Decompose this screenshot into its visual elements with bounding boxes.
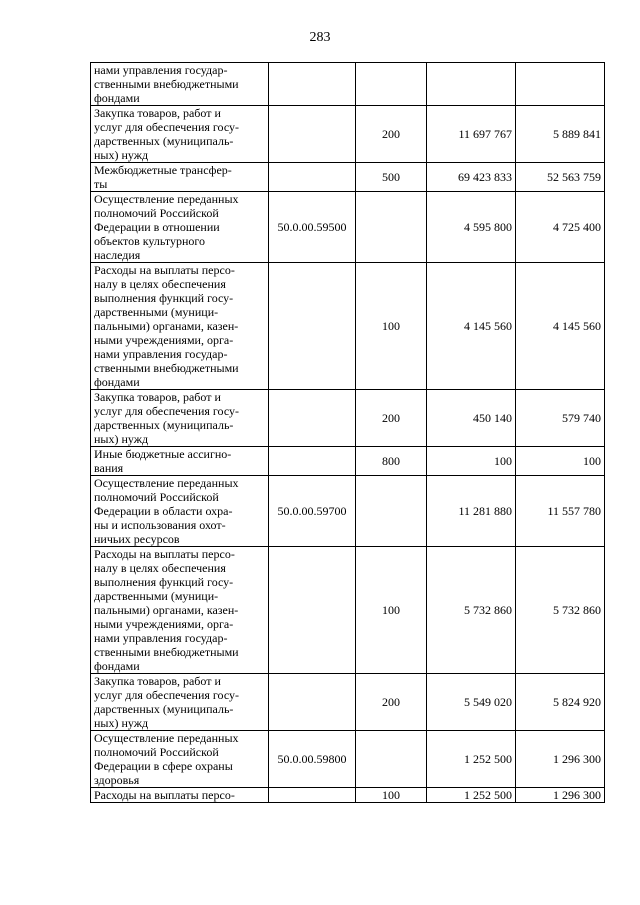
row-code bbox=[269, 674, 356, 731]
row-value-2: 4 145 560 bbox=[516, 263, 605, 390]
row-expense-type: 100 bbox=[356, 788, 427, 803]
row-name: Закупка товаров, работ и услуг для обеспечения госу- дарственных (муниципаль- ных) нужд bbox=[91, 674, 269, 731]
row-code bbox=[269, 263, 356, 390]
row-value-1: 4 145 560 bbox=[427, 263, 516, 390]
table-row bbox=[91, 731, 605, 788]
table-row bbox=[91, 674, 605, 731]
row-value-2: 579 740 bbox=[516, 390, 605, 447]
table-row bbox=[91, 192, 605, 263]
row-value-2: 5 824 920 bbox=[516, 674, 605, 731]
table-row bbox=[91, 106, 605, 163]
row-name: Закупка товаров, работ и услуг для обеспечения госу- дарственных (муниципаль- ных) нужд bbox=[91, 390, 269, 447]
row-value-1: 5 732 860 bbox=[427, 547, 516, 674]
row-value-2: 11 557 780 bbox=[516, 476, 605, 547]
row-value-2: 1 296 300 bbox=[516, 788, 605, 803]
table-row bbox=[91, 390, 605, 447]
row-value-1: 100 bbox=[427, 447, 516, 476]
row-expense-type: 800 bbox=[356, 447, 427, 476]
table-row bbox=[91, 63, 605, 106]
row-value-1: 1 252 500 bbox=[427, 731, 516, 788]
row-value-1: 450 140 bbox=[427, 390, 516, 447]
row-name: Расходы на выплаты персо- bbox=[91, 788, 269, 803]
row-code bbox=[269, 106, 356, 163]
row-expense-type: 100 bbox=[356, 547, 427, 674]
row-value-2 bbox=[516, 63, 605, 106]
page-number: 283 bbox=[309, 30, 331, 45]
row-expense-type bbox=[356, 192, 427, 263]
row-expense-type bbox=[356, 63, 427, 106]
row-name: Осуществление переданных полномочий Российской Федерации в отношении объектов культурного наследия bbox=[91, 192, 269, 263]
budget-table bbox=[90, 62, 605, 803]
row-code bbox=[269, 447, 356, 476]
table-row bbox=[91, 547, 605, 674]
row-value-1: 69 423 833 bbox=[427, 163, 516, 192]
row-name: Межбюджетные трансфер- ты bbox=[91, 163, 269, 192]
row-name: Расходы на выплаты персо- налу в целях обеспечения выполнения функций госу- дарственными (муници- пальными) органами, казен- ными учреждениями, орга- нами управления государ- ственными внебюджетными фондами bbox=[91, 547, 269, 674]
row-code: 50.0.00.59800 bbox=[269, 731, 356, 788]
row-value-1: 4 595 800 bbox=[427, 192, 516, 263]
row-name: Расходы на выплаты персо- налу в целях обеспечения выполнения функций госу- дарственными (муници- пальными) органами, казен- ными учреждениями, орга- нами управления государ- ственными внебюджетными фондами bbox=[91, 263, 269, 390]
row-code bbox=[269, 788, 356, 803]
row-name: нами управления государ- ственными внебюджетными фондами bbox=[91, 63, 269, 106]
row-code bbox=[269, 547, 356, 674]
row-name: Иные бюджетные ассигно- вания bbox=[91, 447, 269, 476]
table-row bbox=[91, 447, 605, 476]
row-value-1: 5 549 020 bbox=[427, 674, 516, 731]
row-value-1: 1 252 500 bbox=[427, 788, 516, 803]
row-expense-type: 200 bbox=[356, 674, 427, 731]
row-value-2: 5 732 860 bbox=[516, 547, 605, 674]
row-value-2: 52 563 759 bbox=[516, 163, 605, 192]
table-row bbox=[91, 476, 605, 547]
row-code bbox=[269, 390, 356, 447]
row-name: Закупка товаров, работ и услуг для обеспечения госу- дарственных (муниципаль- ных) нужд bbox=[91, 106, 269, 163]
row-value-1: 11 281 880 bbox=[427, 476, 516, 547]
row-value-2: 5 889 841 bbox=[516, 106, 605, 163]
row-name: Осуществление переданных полномочий Российской Федерации в области охра- ны и использования охот- ничьих ресурсов bbox=[91, 476, 269, 547]
row-expense-type: 100 bbox=[356, 263, 427, 390]
row-value-1: 11 697 767 bbox=[427, 106, 516, 163]
row-code: 50.0.00.59500 bbox=[269, 192, 356, 263]
row-expense-type: 200 bbox=[356, 390, 427, 447]
row-value-2: 100 bbox=[516, 447, 605, 476]
row-expense-type bbox=[356, 731, 427, 788]
row-code bbox=[269, 63, 356, 106]
table-row bbox=[91, 263, 605, 390]
row-expense-type bbox=[356, 476, 427, 547]
row-expense-type: 200 bbox=[356, 106, 427, 163]
row-value-1 bbox=[427, 63, 516, 106]
table-row bbox=[91, 163, 605, 192]
row-code: 50.0.00.59700 bbox=[269, 476, 356, 547]
table-row bbox=[91, 788, 605, 803]
row-value-2: 4 725 400 bbox=[516, 192, 605, 263]
row-name: Осуществление переданных полномочий Российской Федерации в сфере охраны здоровья bbox=[91, 731, 269, 788]
row-value-2: 1 296 300 bbox=[516, 731, 605, 788]
row-expense-type: 500 bbox=[356, 163, 427, 192]
row-code bbox=[269, 163, 356, 192]
